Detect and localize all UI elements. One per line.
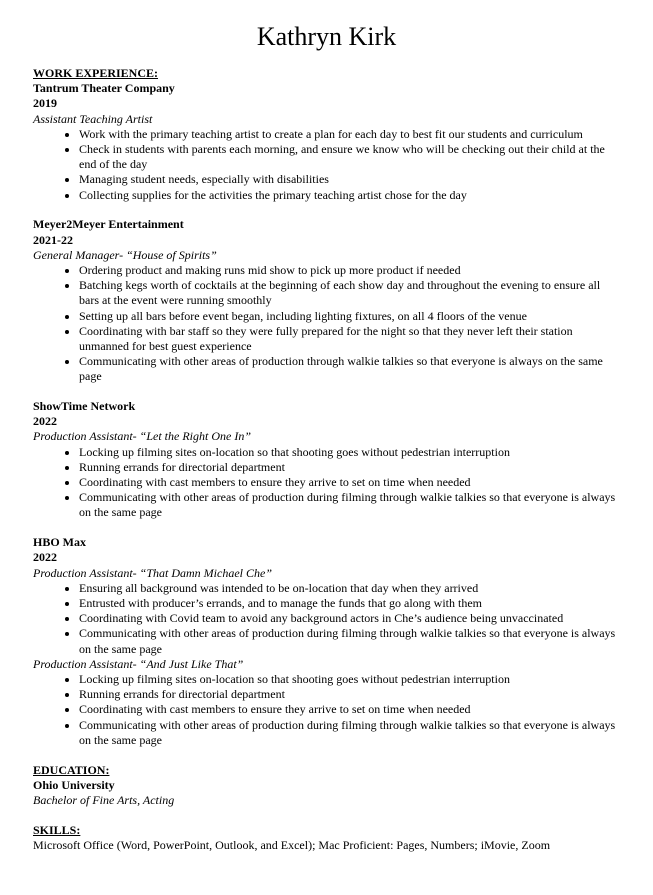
job-entry (33, 535, 623, 748)
job-role: Assistant Teaching Artist (33, 111, 153, 126)
spacer (33, 748, 623, 763)
duty-item: • Setting up all bars before event began, including lighting fixtures, on all 4 floors of the venue (79, 309, 623, 324)
company-name: HBO Max (33, 535, 86, 550)
resume-name: Kathryn Kirk (256, 22, 397, 51)
duty-item: • Coordinating with cast members to ensure they arrive to set on time when needed (79, 702, 623, 717)
spacer (33, 203, 623, 218)
duty-list (33, 672, 623, 748)
duty-item: • Ensuring all background was intended to be on-location that day when they arrived (79, 581, 623, 596)
spacer (33, 808, 623, 823)
duty-list (33, 581, 623, 657)
job-entry (33, 81, 623, 203)
degree: Bachelor of Fine Arts, Acting (33, 792, 175, 807)
job-role: Production Assistant- “And Just Like That” (33, 656, 244, 671)
duty-item: • Communicating with other areas of production through walkie talkies so that everyone is always on the same page (79, 354, 623, 384)
duty-list (33, 445, 623, 521)
duty-item: • Check in students with parents each morning, and ensure we know who will be checking out their child at the end of the day (79, 142, 623, 172)
skills-heading: SKILLS: (33, 822, 81, 837)
resume-content (33, 66, 623, 853)
duty-list (33, 127, 623, 203)
job-role: Production Assistant- “Let the Right One In” (33, 429, 251, 444)
job-year: 2019 (33, 96, 57, 111)
company-name: Tantrum Theater Company (33, 81, 175, 96)
duty-item: • Work with the primary teaching artist to create a plan for each day to best fit our students and curriculum (79, 127, 623, 142)
duty-item: • Managing student needs, especially with disabilities (79, 172, 623, 187)
duty-item: • Locking up filming sites on-location so that shooting goes without pedestrian interruption (79, 445, 623, 460)
school-name: Ohio University (33, 777, 115, 792)
duty-item: • Coordinating with cast members to ensure they arrive to set on time when needed (79, 475, 623, 490)
duty-item: • Coordinating with bar staff so they were fully prepared for the night so that they never left their station unmanned for best guest experience (79, 324, 623, 354)
duty-item: • Communicating with other areas of production during filming through walkie talkies so that everyone is always on the same page (79, 490, 623, 520)
job-entry (33, 217, 623, 384)
job-role: Production Assistant- “That Damn Michael Che” (33, 565, 273, 580)
spacer (33, 521, 623, 536)
duty-list (33, 263, 623, 385)
work-experience-heading: WORK EXPERIENCE: (33, 66, 159, 80)
duty-item: • Collecting supplies for the activities the primary teaching artist chose for the day (79, 188, 623, 203)
duty-item: • Ordering product and making runs mid show to pick up more product if needed (79, 263, 623, 278)
job-year: 2021-22 (33, 232, 73, 247)
job-year: 2022 (33, 550, 57, 565)
duty-item: • Locking up filming sites on-location so that shooting goes without pedestrian interruption (79, 672, 623, 687)
job-year: 2022 (33, 414, 57, 429)
duty-item: • Communicating with other areas of production during filming through walkie talkies so that everyone is always on the same page (79, 626, 623, 656)
job-role: General Manager- “House of Spirits” (33, 247, 217, 262)
duty-item: • Coordinating with Covid team to avoid any background actors in Che’s audience being unvaccinated (79, 611, 623, 626)
skills-text: Microsoft Office (Word, PowerPoint, Outlook, and Excel); Mac Proficient: Pages, Numbers; iMovie, Zoom (33, 837, 551, 852)
duty-item: • Running errands for directorial department (79, 687, 623, 702)
spacer (33, 385, 623, 400)
company-name: ShowTime Network (33, 399, 136, 414)
duty-item: • Running errands for directorial department (79, 460, 623, 475)
company-name: Meyer2Meyer Entertainment (33, 217, 184, 232)
job-entry (33, 399, 623, 521)
duty-item: • Batching kegs worth of cocktails at the beginning of each show day and throughout the evening to ensure all bars at the event were running smoothly (79, 278, 623, 308)
duty-item: • Communicating with other areas of production during filming through walkie talkies so that everyone is always on the same page (79, 718, 623, 748)
education-heading: EDUCATION: (33, 762, 110, 777)
duty-item: • Entrusted with producer’s errands, and to manage the funds that go along with them (79, 596, 623, 611)
